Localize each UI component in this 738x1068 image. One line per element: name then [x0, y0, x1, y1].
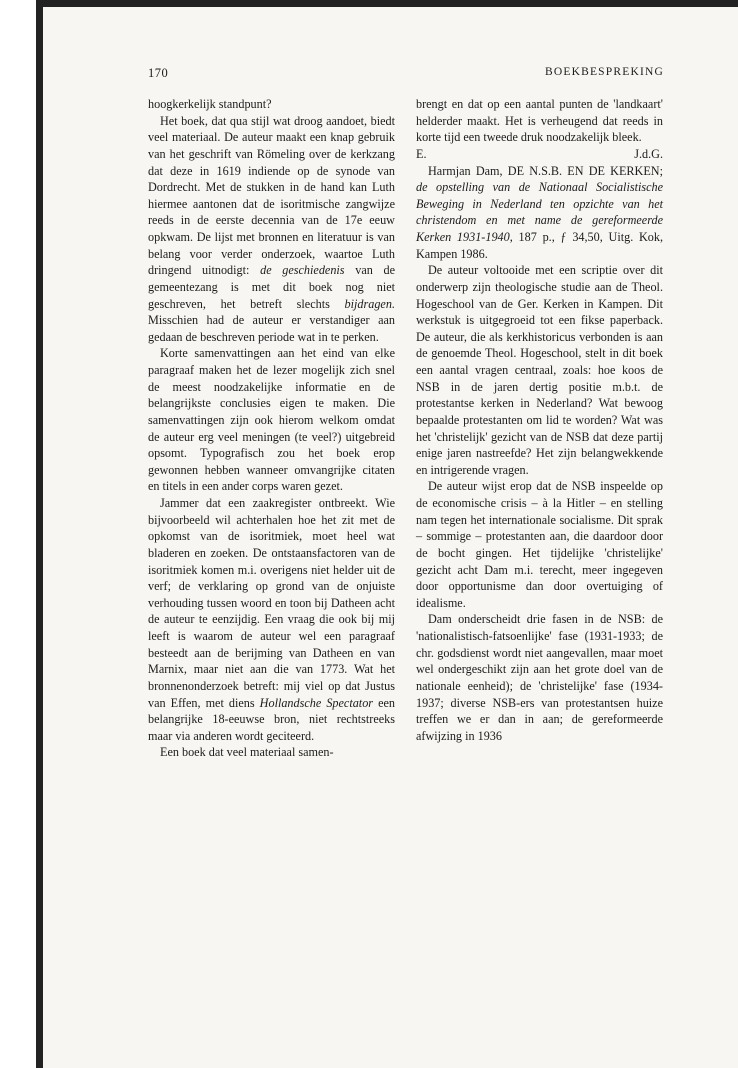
- review-heading: Harmjan Dam, DE N.S.B. EN DE KERKEN; de opstelling van de Nationaal Socialistische Beweging in Nederland ten opzichte van het christendom en met name de gereformeerde Kerken 1931-1940, 187 p., ƒ 34,50, Uitg. Kok, Kampen 1986.: [416, 163, 664, 261]
- paragraph: Een boek dat veel materiaal samen-: [160, 745, 334, 760]
- paragraph: De auteur wijst erop dat de NSB inspeelde op de economische crisis – à la Hitler – en stelling nam tegen het internationale socialisme. Dit sprak – sommige – protestanten aan, die daardoor door de bocht gingen. Het tijdelijke 'christelijke' gezicht acht Dam m.i. terecht, meer ingegeven door opportunisme dan door overtuiging of idealisme.: [416, 479, 663, 610]
- running-head: BOEKBESPREKING: [544, 66, 664, 78]
- paragraph: brengt en dat op een aantal punten de 'landkaart' helderder maakt. Het is verheugend dat reeds in korte tijd een tweede druk noodzakelijk bleek.: [416, 97, 663, 145]
- paragraph: Het boek, dat qua stijl wat droog aandoet, biedt veel materiaal. De auteur maakt een knap gebruik van het geschrift van Römeling over de kerkzang dat deze in 1619 indiende op de synode van Dordrecht. Met de stukken in de hand kan Luth hiermee aantonen dat de isoritmische zangwijze reeds in de eerste decennia van de 17e eeuw opkwam. De lijst met bronnen en literatuur is van belang voor verder onderzoek, waartoe Luth dringend uitnodigt: de geschiedenis van de gemeentezang is met dit boek nog niet geschreven, het betreft slechts bijdragen. Misschien had de auteur er verstandiger aan gedaan de beschreven periode wat in te perken.: [148, 113, 396, 344]
- paragraph: De auteur voltooide met een scriptie over dit onderwerp zijn theologische studie aan de Theol. Hogeschool van de Ger. Kerken in Kampen. Dit werkstuk is uitgegroeid tot een fikse paperback. De auteur, die als kerkhistoricus verbonden is aan de genoemde Theol. Hogeschool, stelt in dit boek een aantal vragen centraal, zoals: hoe koos de NSB in de jaren dertig positie m.b.t. de protestantse kerken in Nederland? Wat bewoog bepaalde protestanten om lid te worden? Wat was het 'christelijk' gezicht van de NSB dat deze partij enige jaren nastreefde? Het zijn belangwekkende en intrigerende vragen.: [416, 263, 663, 477]
- right-column: [416, 96, 663, 744]
- signoff-initial: E.: [416, 146, 427, 161]
- paragraph: Jammer dat een zaakregister ontbreekt. Wie bijvoorbeeld wil achterhalen hoe het zit met de opkomst van de isoritmiek, moet heel wat bladeren en zoeken. De ontstaansfactoren van de isoritmiek komen m.i. overigens niet helder uit de verf; de verklaring op grond van de onjuiste verhouding tussen woord en toon bij Datheen acht de auteur te eenzijdig. Een vraag die ook bij mij leeft is waarom de auteur wel een paragraaf besteedt aan de berijming van Datheen en van Marnix, maar niet aan die van 1773. Wat het bronnenonderzoek betreft: mij viel op dat Justus van Effen, met diens Hollandsche Spectator een belangrijke 18-eeuwse bron, niet rechtstreeks maar via anderen wordt geciteerd.: [148, 496, 395, 743]
- reviewer-initials: J.d.G.: [634, 146, 663, 161]
- paragraph: Korte samenvattingen aan het eind van elke paragraaf maken het de lezer mogelijk zich snel de meest noodzakelijke informatie en de belangrijkste conclusies eigen te maken. Die samenvattingen zijn ook hierom welkom omdat de auteur erg veel meningen (te veel?) uitgebreid opsomt. Typografisch zou het boek erop gewonnen hebben wanneer omvangrijke citaten en titels in een ander corps waren gezet.: [148, 346, 395, 494]
- left-column: [148, 96, 395, 761]
- reviewer-signoff: [416, 146, 663, 163]
- page-number: 170: [148, 66, 169, 80]
- paragraph: Dam onderscheidt drie fasen in de NSB: de 'nationalistisch-fatsoenlijke' fase (1931-1933; de chr. godsdienst wordt niet aangevallen, maar moet wel ondergeschikt zijn aan het grote doel van de nationale eenheid); de 'christelijke' fase (1934-1937; diverse NSB-ers van protestantsen huize treffen we er dan in aan; de gereformeerde afwijzing in 1936: [416, 612, 663, 743]
- paragraph: hoogkerkelijk standpunt?: [148, 97, 272, 111]
